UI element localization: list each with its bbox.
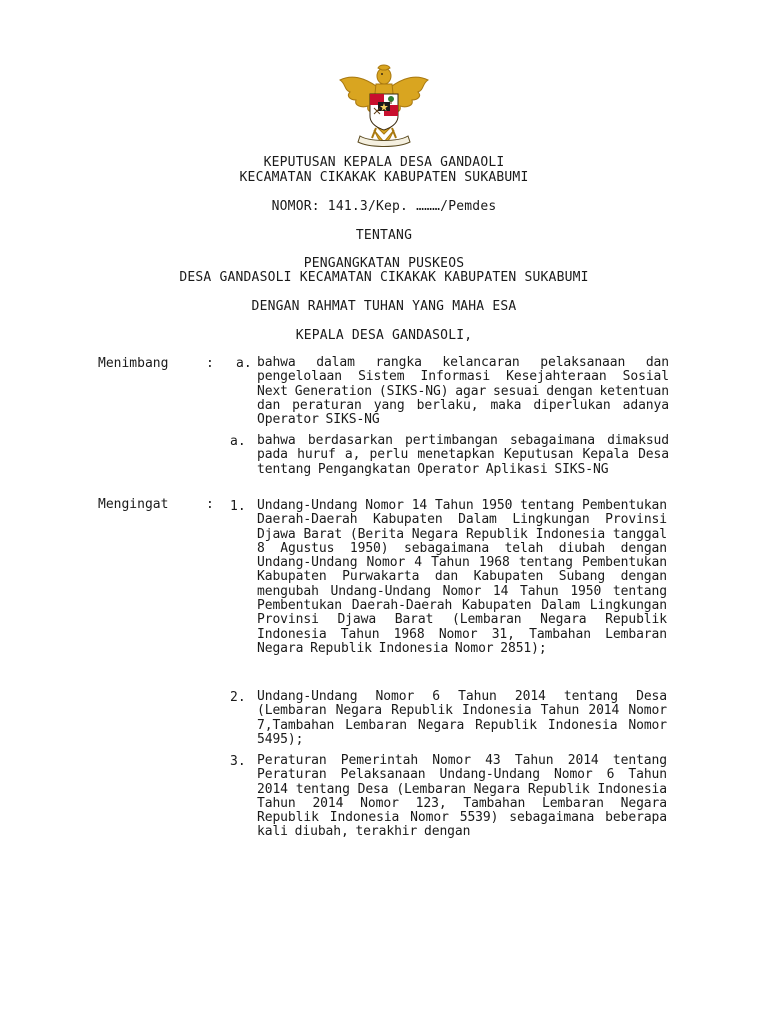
menimbang-label: Menimbang	[98, 356, 169, 371]
mengingat-item-marker: 2.	[230, 690, 246, 705]
garuda-emblem-icon	[334, 62, 434, 150]
mengingat-colon: :	[206, 497, 214, 512]
menimbang-colon: :	[206, 356, 214, 371]
subject-line1: PENGANGKATAN PUSKEOS	[303, 256, 465, 271]
invocation-line: DENGAN RAHMAT TUHAN YANG MAHA ESA	[251, 299, 517, 314]
menimbang-item-marker: a.	[230, 434, 246, 449]
mengingat-item-marker: 1.	[230, 499, 246, 514]
issuer-line: KEPALA DESA GANDASOLI,	[295, 328, 473, 343]
mengingat-item-text: Peraturan Pemerintah Nomor 43 Tahun 2014 tentang Peraturan Pelaksanaan Undang-Undang Nomor 6 Tahun 2014 tentang Desa (Lembaran Negara Republik Indonesia Tahun 2014 Nomor 123, Tambahan Lembaran Negara Republik Indonesia Nomor 5539) sebagaimana beberapa kali diubah, terakhir dengan	[257, 753, 667, 840]
subject-line2: DESA GANDASOLI KECAMATAN CIKAKAK KABUPATEN SUKABUMI	[179, 270, 589, 285]
mengingat-item-text: Undang-Undang Nomor 14 Tahun 1950 tentang Pembentukan Daerah-Daerah Kabupaten Dalam Lingkungan Provinsi Djawa Barat (Berita Negara Republik Indonesia tanggal 8 Agustus 1950) sebagaimana telah diubah dengan Undang-Undang Nomor 4 Tahun 1968 tentang Pembentukan Kabupaten Purwakarta dan Kabupaten Subang dengan mengubah Undang-Undang Nomor 14 Tahun 1950 tentang Pembentukan Daerah-Daerah Kabupaten Dalam Lingkungan Provinsi Djawa Barat (Lembaran Negara Republik Indonesia Tahun 1968 Nomor 31, Tambahan Lembaran Negara Republik Indonesia Nomor 2851);	[257, 498, 667, 656]
menimbang-item-text: bahwa dalam rangka kelancaran pelaksanaan dan pengelolaan Sistem Informasi Kesejahteraan Sosial Next Generation (SIKS-NG) agar sesuai dengan ketentuan dan peraturan yang berlaku, maka diperlukan adanya Operator SIKS-NG	[257, 355, 669, 428]
mengingat-item-text: Undang-Undang Nomor 6 Tahun 2014 tentang Desa (Lembaran Negara Republik Indonesia Tahun 2014 Nomor 7,Tambahan Lembaran Negara Republik Indonesia Nomor 5495);	[257, 689, 667, 747]
decree-title-line2: KECAMATAN CIKAKAK KABUPATEN SUKABUMI	[239, 170, 529, 185]
menimbang-item-text: bahwa berdasarkan pertimbangan sebagaimana dimaksud pada huruf a, perlu menetapkan Keputusan Kepala Desa tentang Pengangkatan Operator Aplikasi SIKS-NG	[257, 433, 669, 477]
menimbang-item-marker: a.	[236, 356, 252, 371]
mengingat-item-marker: 3.	[230, 754, 246, 769]
tentang-heading: TENTANG	[355, 228, 413, 243]
decree-title-line1: KEPUTUSAN KEPALA DESA GANDAOLI	[263, 155, 505, 170]
decree-number: NOMOR: 141.3/Kep. ………/Pemdes	[271, 199, 497, 214]
mengingat-label: Mengingat	[98, 497, 169, 512]
